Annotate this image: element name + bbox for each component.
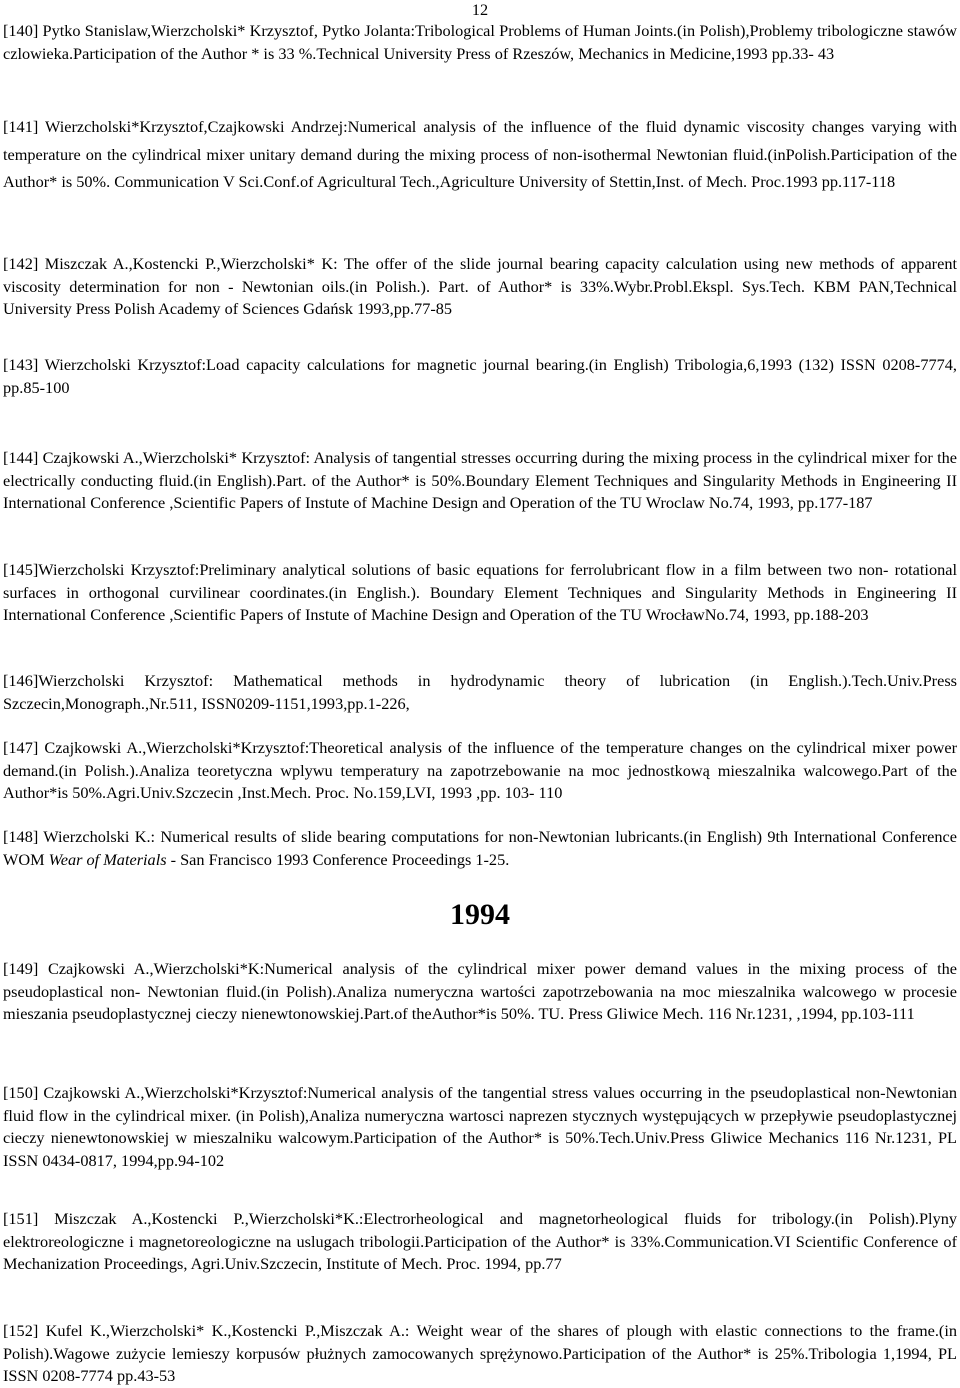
reference-151: [151] Miszczak A.,Kostencki P.,Wierzcholski*K.:Electrorheological and magnetorheological fluids for tribology.(in Polish).Plyny elektroreologiczne i magnetoreologiczne na uslugach tribologii.Participation of the Author* is 33%.Communication.VI Scientific Conference of Mechanization Proceedings, Agri.Univ.Szczecin, Institute of Mech. Proc. 1994, pp.77: [3, 1209, 957, 1274]
reference-140: [140] Pytko Stanislaw,Wierzcholski* Krzysztof, Pytko Jolanta:Tribological Problems of Human Joints.(in Polish),Problemy tribologiczne stawów czlowieka.Participation of the Author * is 33 %.Technical University Press of Rzeszów, Mechanics in Medicine,1993 pp.33- 43: [3, 21, 957, 63]
reference-141: [141] Wierzcholski*Krzysztof,Czajkowski Andrzej:Numerical analysis of the influence of the fluid dynamic viscosity changes varying with temperature on the cylindrical mixer unitary demand during the mixing process of non-isothermal Newtonian fluid.(inPolish.Participation of the Author* is 50%. Communication V Sci.Conf.of Agricultural Tech.,Agriculture University of Stettin,Inst. of Mech. Proc.1993 pp.117-118: [3, 117, 957, 191]
reference-146: [146]Wierzcholski Krzysztof: Mathematical methods in hydrodynamic theory of lubrication (in English.).Tech.Univ.Press Szczecin,Monograph.,Nr.511, ISSN0209-1151,1993,pp.1-226,: [3, 671, 957, 713]
reference-149: [149] Czajkowski A.,Wierzcholski*K:Numerical analysis of the cylindrical mixer power demand values in the mixing process of the pseudoplastical non- Newtonian fluid.(in Polish).Analiza numeryczna wartości zapotrzebowania na moc mieszalnika walcowego w procesie mieszania pseudoplastycznej cieczy nienewtonowskiej.Part.of theAuthor*is 50%. TU. Press Gliwice Mech. 116 Nr.1231, ,1994, pp.103-111: [3, 959, 957, 1024]
reference-144: [144] Czajkowski A.,Wierzcholski* Krzysztof: Analysis of tangential stresses occurring during the mixing process in the cylindrical mixer for the electrically conducting fluid.(in English).Part. of the Author* is 50%.Boundary Element Techniques and Singularity Methods in Engineering II International Conference ,Scientific Papers of Instute of Machine Design and Operation of the TU Wroclaw No.74, 1993, pp.177-187: [3, 448, 957, 513]
reference-145: [145]Wierzcholski Krzysztof:Preliminary analytical solutions of basic equations for ferrolubricant flow in a film between two non- rotational surfaces in orthogonal curvilinear coordinates.(in English.). Boundary Element Techniques and Singularity Methods in Engineering II International Conference ,Scientific Papers of Instute of Machine Design and Operation of the TU WrocławNo.74, 1993, pp.188-203: [3, 560, 957, 625]
reference-150: [150] Czajkowski A.,Wierzcholski*Krzysztof:Numerical analysis of the tangential stress values occurring in the pseudoplastical non-Newtonian fluid flow in the cylindrical mixer. (in Polish),Analiza numeryczna wartosci naprezen stycznych występujących w przepływie pseudoplastycznej cieczy nienewtonowskiej w mieszalniku walcowym.Participation of the Author* is 50%.Tech.Univ.Press Gliwice Mechanics 116 Nr.1231, PL ISSN 0434-0817, 1994,pp.94-102: [3, 1083, 957, 1170]
reference-148: [3, 826, 957, 871]
reference-143: [143] Wierzcholski Krzysztof:Load capacity calculations for magnetic journal bearing.(in English) Tribologia,6,1993 (132) ISSN 0208-7774, pp.85-100: [3, 355, 957, 397]
page-number: 12: [471, 0, 489, 19]
reference-142: [142] Miszczak A.,Kostencki P.,Wierzcholski* K: The offer of the slide journal bearing capacity calculation using new methods of apparent viscosity determination for non - Newtonian oils.(in Polish.). Part. of Author* is 33%.Wybr.Probl.Ekspl. Sys.Tech. KBM PAN,Technical University Press Polish Academy of Sciences Gdańsk 1993,pp.77-85: [3, 254, 957, 319]
reference-147: [147] Czajkowski A.,Wierzcholski*Krzysztof:Theoretical analysis of the influence of the temperature changes on the cylindrical mixer power demand.(in Polish.).Analiza teoretyczna wplywu temperatury na zapotrzebowanie na moc jednostkową mieszalnika walcowego.Part of the Author*is 50%.Agri.Univ.Szczecin ,Inst.Mech. Proc. No.159,LVI, 1993 ,pp. 103- 110: [3, 738, 957, 803]
year-heading: 1994: [450, 898, 510, 931]
reference-152: [152] Kufel K.,Wierzcholski* K.,Kostencki P.,Miszczak A.: Weight wear of the shares of plough with elastic connections to the frame.(in Polish).Wagowe zużycie lemieszy korpusów płużnych zamocowanych sprężynowo.Participation of the Author* is 25%.Tribologia 1,1994, PL ISSN 0208-7774 pp.43-53: [3, 1321, 957, 1386]
reference-148-italic-title: Wear of Materials: [48, 849, 167, 869]
reference-148-text: [148] Wierzcholski K.: Numerical results of slide bearing computations for non-Newtonian lubricants.(in English) 9th International Conference WOM: [3, 827, 957, 869]
reference-148-text-end: - San Francisco 1993 Conference Proceedings 1-25.: [166, 849, 510, 869]
